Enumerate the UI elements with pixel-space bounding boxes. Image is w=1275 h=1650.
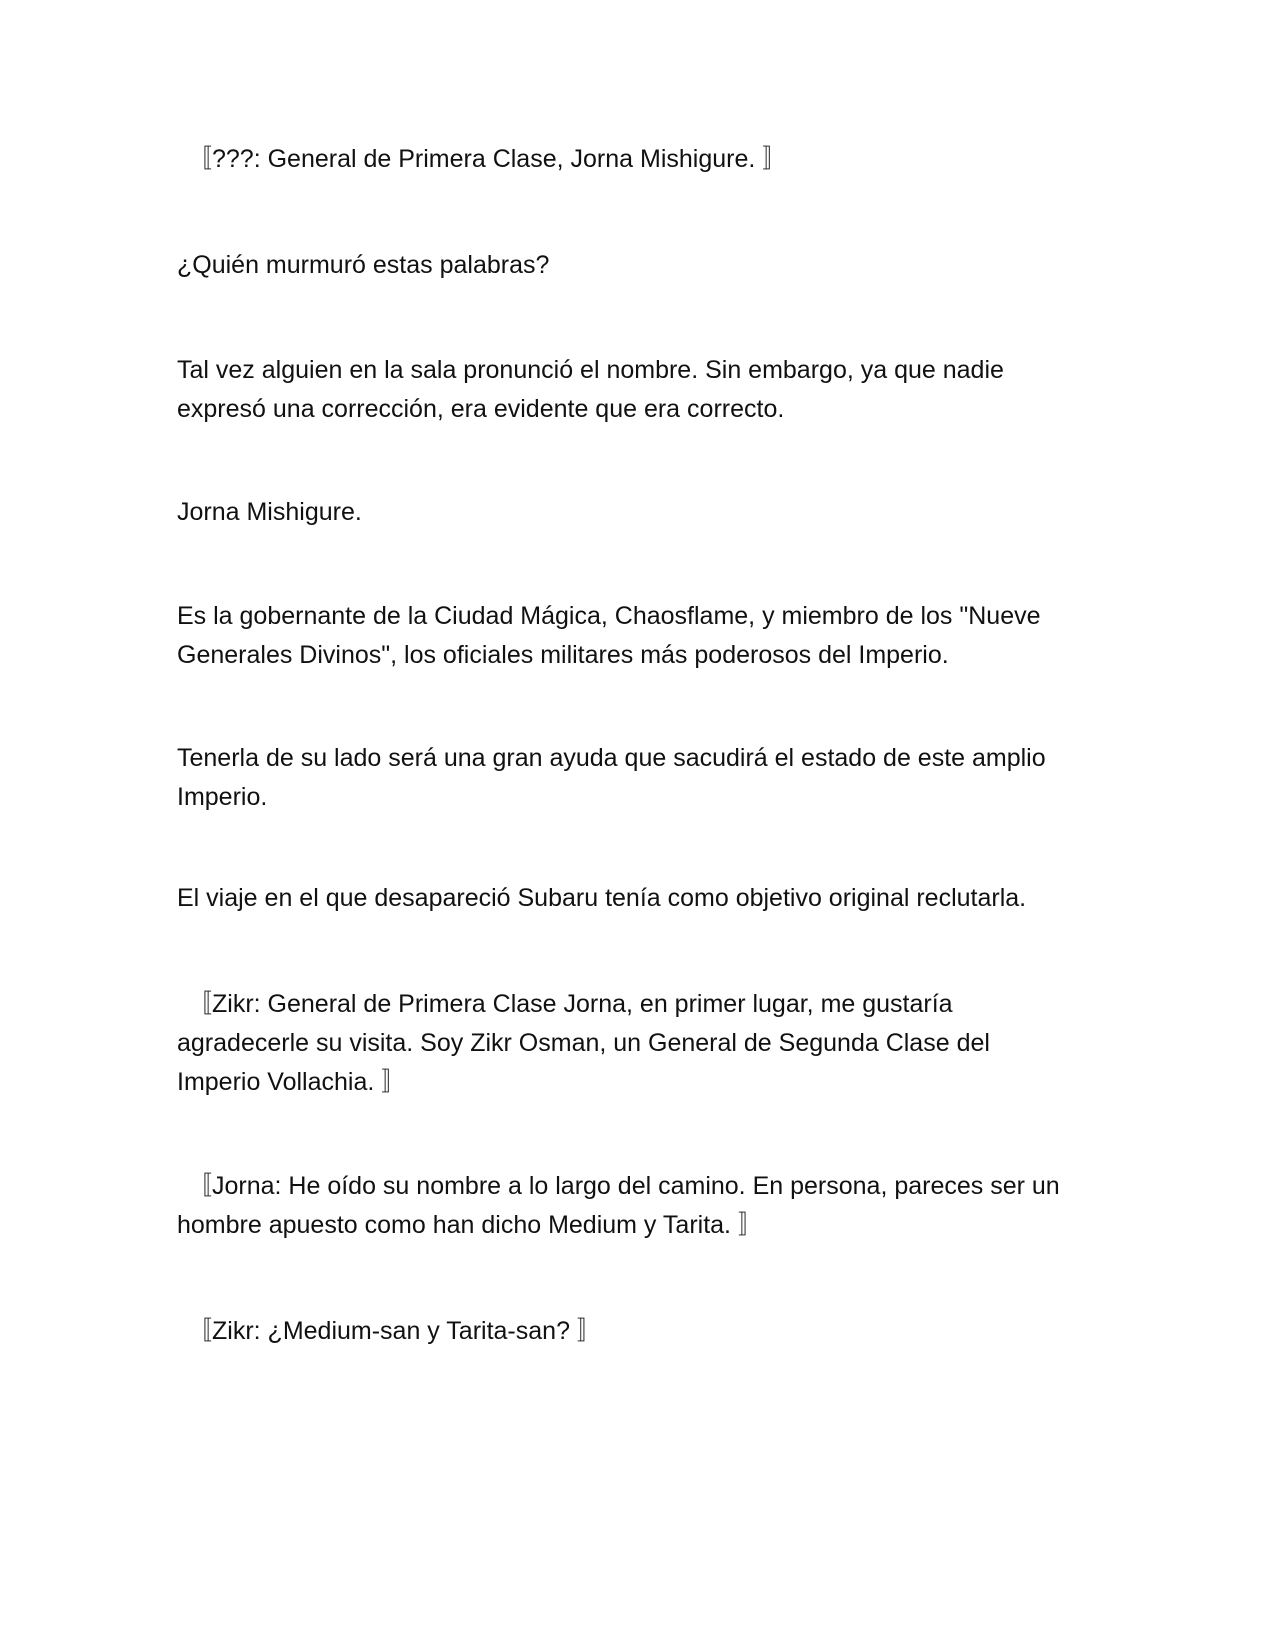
text-line: 〚Zikr: ¿Medium-san y Tarita-san? 〛 [187, 1317, 602, 1345]
text-line: hombre apuesto como han dicho Medium y Tarita. 〛 [177, 1211, 763, 1239]
narration-paragraph [177, 597, 1107, 675]
text-line: 〚Zikr: General de Primera Clase Jorna, en primer lugar, me gustaría [187, 990, 953, 1018]
text-line: El viaje en el que desapareció Subaru tenía como objetivo original reclutarla. [177, 884, 1027, 912]
text-line: Tenerla de su lado será una gran ayuda que sacudirá el estado de este amplio [177, 744, 1046, 772]
text-line: expresó una corrección, era evidente que era correcto. [177, 395, 785, 423]
text-line: Jorna Mishigure. [177, 498, 362, 526]
text-line: ¿Quién murmuró estas palabras? [177, 251, 550, 279]
text-line: Imperio. [177, 783, 268, 811]
narration-paragraph [177, 879, 1107, 918]
text-line: agradecerle su visita. Soy Zikr Osman, un General de Segunda Clase del [177, 1029, 990, 1057]
narration-paragraph [177, 246, 1107, 285]
narration-paragraph [177, 351, 1107, 429]
narration-paragraph [177, 493, 1107, 532]
text-line: Imperio Vollachia. 〛 [177, 1068, 407, 1096]
dialogue-paragraph [177, 1167, 1107, 1245]
narration-paragraph [177, 739, 1107, 817]
dialogue-paragraph [177, 985, 1107, 1102]
dialogue-paragraph [177, 140, 1107, 179]
text-line: 〚Jorna: He oído su nombre a lo largo del camino. En persona, pareces ser un [187, 1172, 1060, 1200]
text-line: Tal vez alguien en la sala pronunció el nombre. Sin embargo, ya que nadie [177, 356, 1004, 384]
dialogue-paragraph [177, 1312, 1107, 1351]
text-line: Generales Divinos", los oficiales militares más poderosos del Imperio. [177, 641, 949, 669]
text-line: Es la gobernante de la Ciudad Mágica, Chaosflame, y miembro de los "Nueve [177, 602, 1041, 630]
text-line: 〚???: General de Primera Clase, Jorna Mishigure. 〛 [187, 145, 788, 173]
